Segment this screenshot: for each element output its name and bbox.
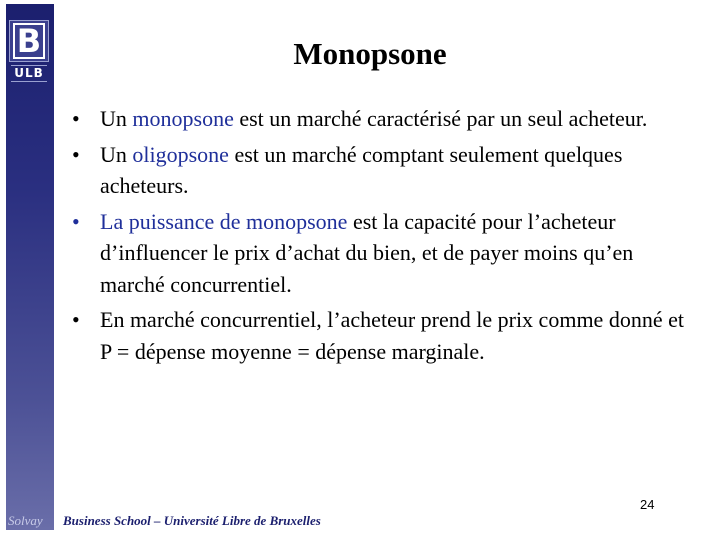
bullet-item [70,304,690,367]
bullet-text-before: En marché concurrentiel, l’acheteur prend le prix comme donné et P = dépense moyenne = dépense marginale. [100,307,684,364]
footer-school-name: Business School – Université Libre de Bruxelles [63,513,321,528]
bullet-list [70,103,690,371]
bullet-highlight: La puissance de monopsone [100,208,348,234]
bullet-dot: • [72,208,80,234]
logo-letter: B [13,23,45,59]
logo-box [9,20,49,62]
bullet-text-before: Un [100,106,133,131]
bullet-text-before: Un [100,141,133,167]
slide-title: Monopsone [293,36,447,71]
bullet-dot: • [72,141,80,167]
logo-ulb-text: ULB [11,65,47,82]
bullet-dot: • [72,106,80,131]
ulb-logo [9,20,51,80]
bullet-dot: • [72,307,80,332]
bullet-highlight: monopsone [132,106,234,131]
bullet-text-after: est la capacité pour l’acheteur d’influencer le prix d’achat du bien, et de payer moins qu’en marché concurrentiel. [100,208,634,297]
left-sidebar-bar [6,4,54,530]
footer-solvay: Solvay [8,513,43,528]
bullet-highlight: oligopsone [132,141,229,167]
bullet-text-after: est un marché comptant seulement quelques acheteurs. [100,141,623,198]
bullet-item [70,206,690,301]
bullet-item [70,103,690,135]
page-number: 24 [640,497,655,512]
bullet-item [70,139,690,202]
bullet-text-after: est un marché caractérisé par un seul acheteur. [233,106,648,131]
